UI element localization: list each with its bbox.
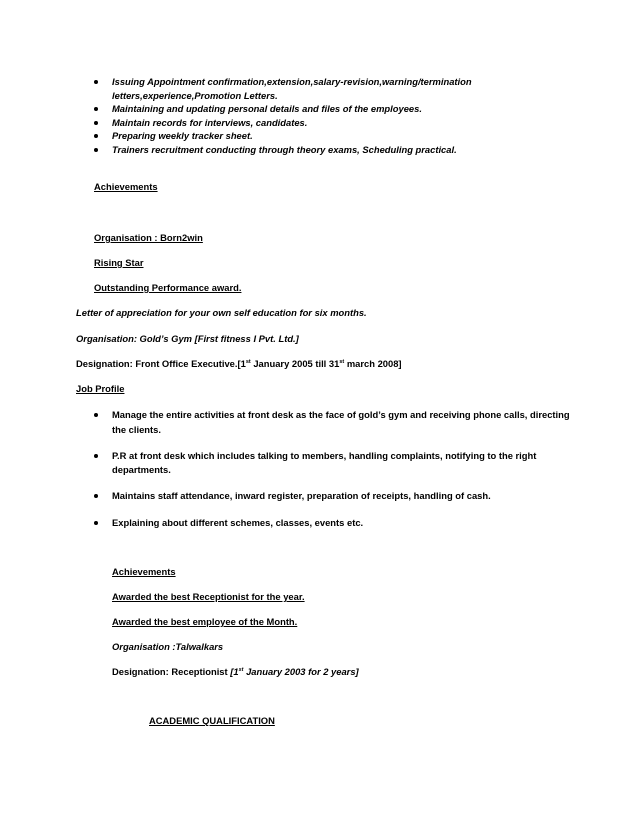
list-item: P.R at front desk which includes talking to members, handling complaints, notifying to the right xyxy=(112,450,537,461)
list-item: Explaining about different schemes, classes, events etc. xyxy=(112,517,364,528)
list-item-continuation: departments. xyxy=(112,464,171,475)
bullet-dot xyxy=(94,521,98,525)
designation-text: Designation: Front Office Executive.[1 xyxy=(76,358,246,369)
bullet-dot xyxy=(94,454,98,458)
designation-text: Designation: Receptionist xyxy=(112,666,231,677)
ordinal-suffix: st xyxy=(245,358,251,365)
letter-of-appreciation: Letter of appreciation for your own self education for six months. xyxy=(76,307,367,318)
designation-text: march 2008] xyxy=(344,358,402,369)
list-item-continuation: the clients. xyxy=(112,424,161,435)
designation-receptionist xyxy=(112,666,359,678)
bullet-dot xyxy=(94,121,98,125)
list-item: Preparing weekly tracker sheet. xyxy=(112,130,253,141)
bullet-dot xyxy=(94,80,98,84)
ordinal-suffix: st xyxy=(238,666,244,673)
organisation-talwalkars: Organisation :Talwalkars xyxy=(112,641,224,652)
organisation-born2win: Organisation : Born2win xyxy=(94,232,203,243)
ordinal-suffix: st xyxy=(339,358,345,365)
award-outstanding-performance: Outstanding Performance award. xyxy=(94,282,242,293)
designation-text: January 2005 till 31 xyxy=(250,358,340,369)
list-item: Maintain records for interviews, candidates. xyxy=(112,117,308,128)
bullet-dot xyxy=(94,494,98,498)
designation-date: January 2003 for 2 years] xyxy=(243,666,359,677)
achievements-heading: Achievements xyxy=(112,566,176,577)
list-item-continuation: letters,experience,Promotion Letters. xyxy=(112,90,278,101)
achievements-heading: Achievements xyxy=(94,181,158,192)
list-item: Manage the entire activities at front desk as the face of gold’s gym and receiving phone calls, directing xyxy=(112,409,570,420)
bullet-dot xyxy=(94,413,98,417)
bullet-dot xyxy=(94,107,98,111)
designation-front-office xyxy=(76,358,402,370)
list-item: Issuing Appointment confirmation,extension,salary-revision,warning/termination xyxy=(112,76,472,87)
academic-qualification-heading: ACADEMIC QUALIFICATION xyxy=(149,715,275,726)
list-item: Maintains staff attendance, inward register, preparation of receipts, handling of cash. xyxy=(112,490,491,501)
bullet-dot xyxy=(94,134,98,138)
designation-date: [1 xyxy=(230,666,239,677)
bullet-dot xyxy=(94,148,98,152)
list-item: Maintaining and updating personal details and files of the employees. xyxy=(112,103,422,114)
award-best-employee: Awarded the best employee of the Month. xyxy=(112,616,298,627)
award-best-receptionist: Awarded the best Receptionist for the year. xyxy=(112,591,305,602)
job-profile-heading: Job Profile xyxy=(76,383,125,394)
organisation-golds-gym: Organisation: Gold’s Gym [First fitness I Pvt. Ltd.] xyxy=(76,333,299,344)
list-item: Trainers recruitment conducting through theory exams, Scheduling practical. xyxy=(112,144,457,155)
award-rising-star: Rising Star xyxy=(94,257,144,268)
